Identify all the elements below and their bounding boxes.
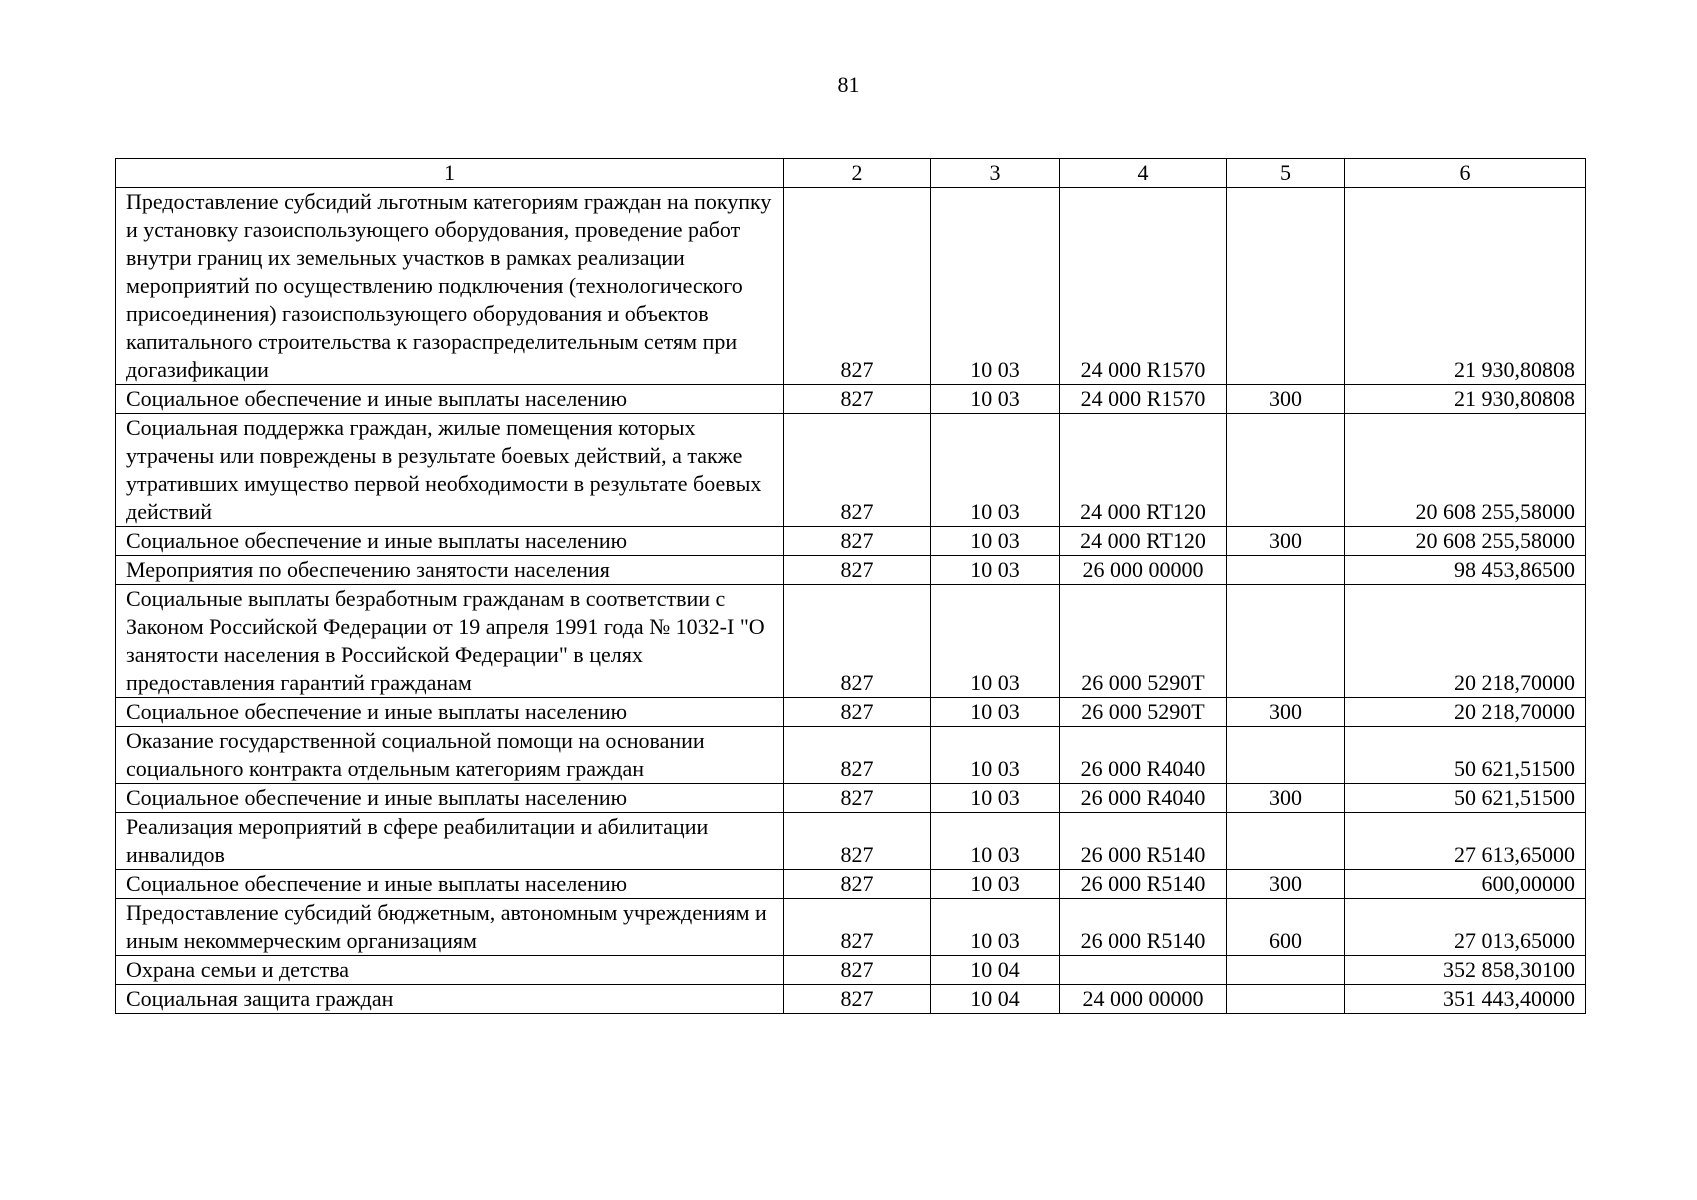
- row-code-target: [1060, 956, 1227, 985]
- row-code-ministry: 827: [784, 727, 931, 784]
- row-code-section: 10 03: [931, 784, 1060, 813]
- row-code-expense-type: 300: [1227, 527, 1345, 556]
- row-code-expense-type: [1227, 985, 1345, 1014]
- row-description: Оказание государственной социальной помощи на основании социального контракта отдельным категориям граждан: [116, 727, 784, 784]
- table-header-row: [116, 159, 1586, 188]
- column-header: 4: [1060, 159, 1227, 188]
- row-code-ministry: 827: [784, 527, 931, 556]
- row-code-target: 24 000 00000: [1060, 985, 1227, 1014]
- row-description: Мероприятия по обеспечению занятости населения: [116, 556, 784, 585]
- table-header: [116, 159, 1586, 188]
- row-amount: 50 621,51500: [1345, 727, 1586, 784]
- row-code-section: 10 03: [931, 698, 1060, 727]
- table-row: [116, 556, 1586, 585]
- row-code-section: 10 04: [931, 956, 1060, 985]
- table-row: [116, 698, 1586, 727]
- row-code-section: 10 04: [931, 985, 1060, 1014]
- row-code-ministry: 827: [784, 698, 931, 727]
- row-code-ministry: 827: [784, 784, 931, 813]
- table-row: [116, 956, 1586, 985]
- row-description: Социальное обеспечение и иные выплаты населению: [116, 784, 784, 813]
- row-code-ministry: 827: [784, 956, 931, 985]
- row-amount: 351 443,40000: [1345, 985, 1586, 1014]
- row-description: Социальная поддержка граждан, жилые помещения которых утрачены или повреждены в результате боевых действий, а также утративших имущество первой необходимости в результате боевых действий: [116, 414, 784, 527]
- row-code-expense-type: [1227, 188, 1345, 385]
- budget-table: [115, 158, 1586, 1014]
- row-amount: 50 621,51500: [1345, 784, 1586, 813]
- table-row: [116, 414, 1586, 527]
- row-amount: 20 218,70000: [1345, 698, 1586, 727]
- table-row: [116, 985, 1586, 1014]
- row-code-expense-type: [1227, 727, 1345, 784]
- table-row: [116, 527, 1586, 556]
- row-code-section: 10 03: [931, 385, 1060, 414]
- row-code-target: 26 000 R5140: [1060, 870, 1227, 899]
- row-amount: 27 013,65000: [1345, 899, 1586, 956]
- row-code-ministry: 827: [784, 899, 931, 956]
- row-code-target: 24 000 RT120: [1060, 527, 1227, 556]
- row-code-section: 10 03: [931, 188, 1060, 385]
- row-code-section: 10 03: [931, 899, 1060, 956]
- column-header: 3: [931, 159, 1060, 188]
- row-code-target: 26 000 R5140: [1060, 813, 1227, 870]
- row-code-section: 10 03: [931, 527, 1060, 556]
- row-code-expense-type: 300: [1227, 385, 1345, 414]
- row-code-ministry: 827: [784, 985, 931, 1014]
- row-description: Социальное обеспечение и иные выплаты населению: [116, 527, 784, 556]
- table-row: [116, 784, 1586, 813]
- row-description: Охрана семьи и детства: [116, 956, 784, 985]
- table-row: [116, 813, 1586, 870]
- table-row: [116, 899, 1586, 956]
- row-code-section: 10 03: [931, 585, 1060, 698]
- row-description: Социальная защита граждан: [116, 985, 784, 1014]
- row-description: Предоставление субсидий бюджетным, автономным учреждениям и иным некоммерческим организациям: [116, 899, 784, 956]
- row-code-section: 10 03: [931, 414, 1060, 527]
- row-amount: 20 608 255,58000: [1345, 527, 1586, 556]
- row-code-expense-type: 300: [1227, 870, 1345, 899]
- row-code-expense-type: [1227, 956, 1345, 985]
- row-code-target: 26 000 5290Т: [1060, 585, 1227, 698]
- row-code-target: 26 000 R4040: [1060, 784, 1227, 813]
- row-code-target: 26 000 00000: [1060, 556, 1227, 585]
- row-amount: 27 613,65000: [1345, 813, 1586, 870]
- row-amount: 21 930,80808: [1345, 188, 1586, 385]
- row-code-expense-type: 300: [1227, 784, 1345, 813]
- column-header: 6: [1345, 159, 1586, 188]
- row-code-target: 26 000 5290Т: [1060, 698, 1227, 727]
- row-code-ministry: 827: [784, 813, 931, 870]
- page-number: 81: [837, 72, 860, 97]
- row-code-ministry: 827: [784, 556, 931, 585]
- row-amount: 21 930,80808: [1345, 385, 1586, 414]
- column-header: 1: [116, 159, 784, 188]
- column-header: 2: [784, 159, 931, 188]
- row-description: Реализация мероприятий в сфере реабилитации и абилитации инвалидов: [116, 813, 784, 870]
- row-code-ministry: 827: [784, 585, 931, 698]
- row-description: Социальное обеспечение и иные выплаты населению: [116, 698, 784, 727]
- row-amount: 352 858,30100: [1345, 956, 1586, 985]
- row-description: Социальные выплаты безработным гражданам в соответствии с Законом Российской Федерации от 19 апреля 1991 года № 1032-I "О занятости населения в Российской Федерации" в целях предоставления гарантий гражданам: [116, 585, 784, 698]
- row-code-expense-type: [1227, 813, 1345, 870]
- row-code-ministry: 827: [784, 414, 931, 527]
- row-code-target: 24 000 R1570: [1060, 188, 1227, 385]
- row-code-target: 24 000 RT120: [1060, 414, 1227, 527]
- row-description: Социальное обеспечение и иные выплаты населению: [116, 385, 784, 414]
- row-amount: 98 453,86500: [1345, 556, 1586, 585]
- row-code-expense-type: [1227, 414, 1345, 527]
- row-description: Предоставление субсидий льготным категориям граждан на покупку и установку газоиспользующего оборудования, проведение работ внутри границ их земельных участков в рамках реализации мероприятий по осуществлению подключения (технологического присоединения) газоиспользующего оборудования и объектов капитального строительства к газораспределительным сетям при догазификации: [116, 188, 784, 385]
- row-code-ministry: 827: [784, 188, 931, 385]
- row-amount: 20 608 255,58000: [1345, 414, 1586, 527]
- row-code-expense-type: 600: [1227, 899, 1345, 956]
- row-code-section: 10 03: [931, 727, 1060, 784]
- row-code-section: 10 03: [931, 556, 1060, 585]
- row-description: Социальное обеспечение и иные выплаты населению: [116, 870, 784, 899]
- table-row: [116, 585, 1586, 698]
- column-header: 5: [1227, 159, 1345, 188]
- row-code-section: 10 03: [931, 813, 1060, 870]
- row-code-ministry: 827: [784, 385, 931, 414]
- row-amount: 600,00000: [1345, 870, 1586, 899]
- table-row: [116, 870, 1586, 899]
- row-code-section: 10 03: [931, 870, 1060, 899]
- row-code-expense-type: 300: [1227, 698, 1345, 727]
- row-code-target: 26 000 R5140: [1060, 899, 1227, 956]
- row-code-target: 24 000 R1570: [1060, 385, 1227, 414]
- row-code-ministry: 827: [784, 870, 931, 899]
- table-row: [116, 385, 1586, 414]
- row-code-expense-type: [1227, 585, 1345, 698]
- table-body: [116, 188, 1586, 1014]
- row-code-expense-type: [1227, 556, 1345, 585]
- table-row: [116, 188, 1586, 385]
- row-code-target: 26 000 R4040: [1060, 727, 1227, 784]
- row-amount: 20 218,70000: [1345, 585, 1586, 698]
- table-row: [116, 727, 1586, 784]
